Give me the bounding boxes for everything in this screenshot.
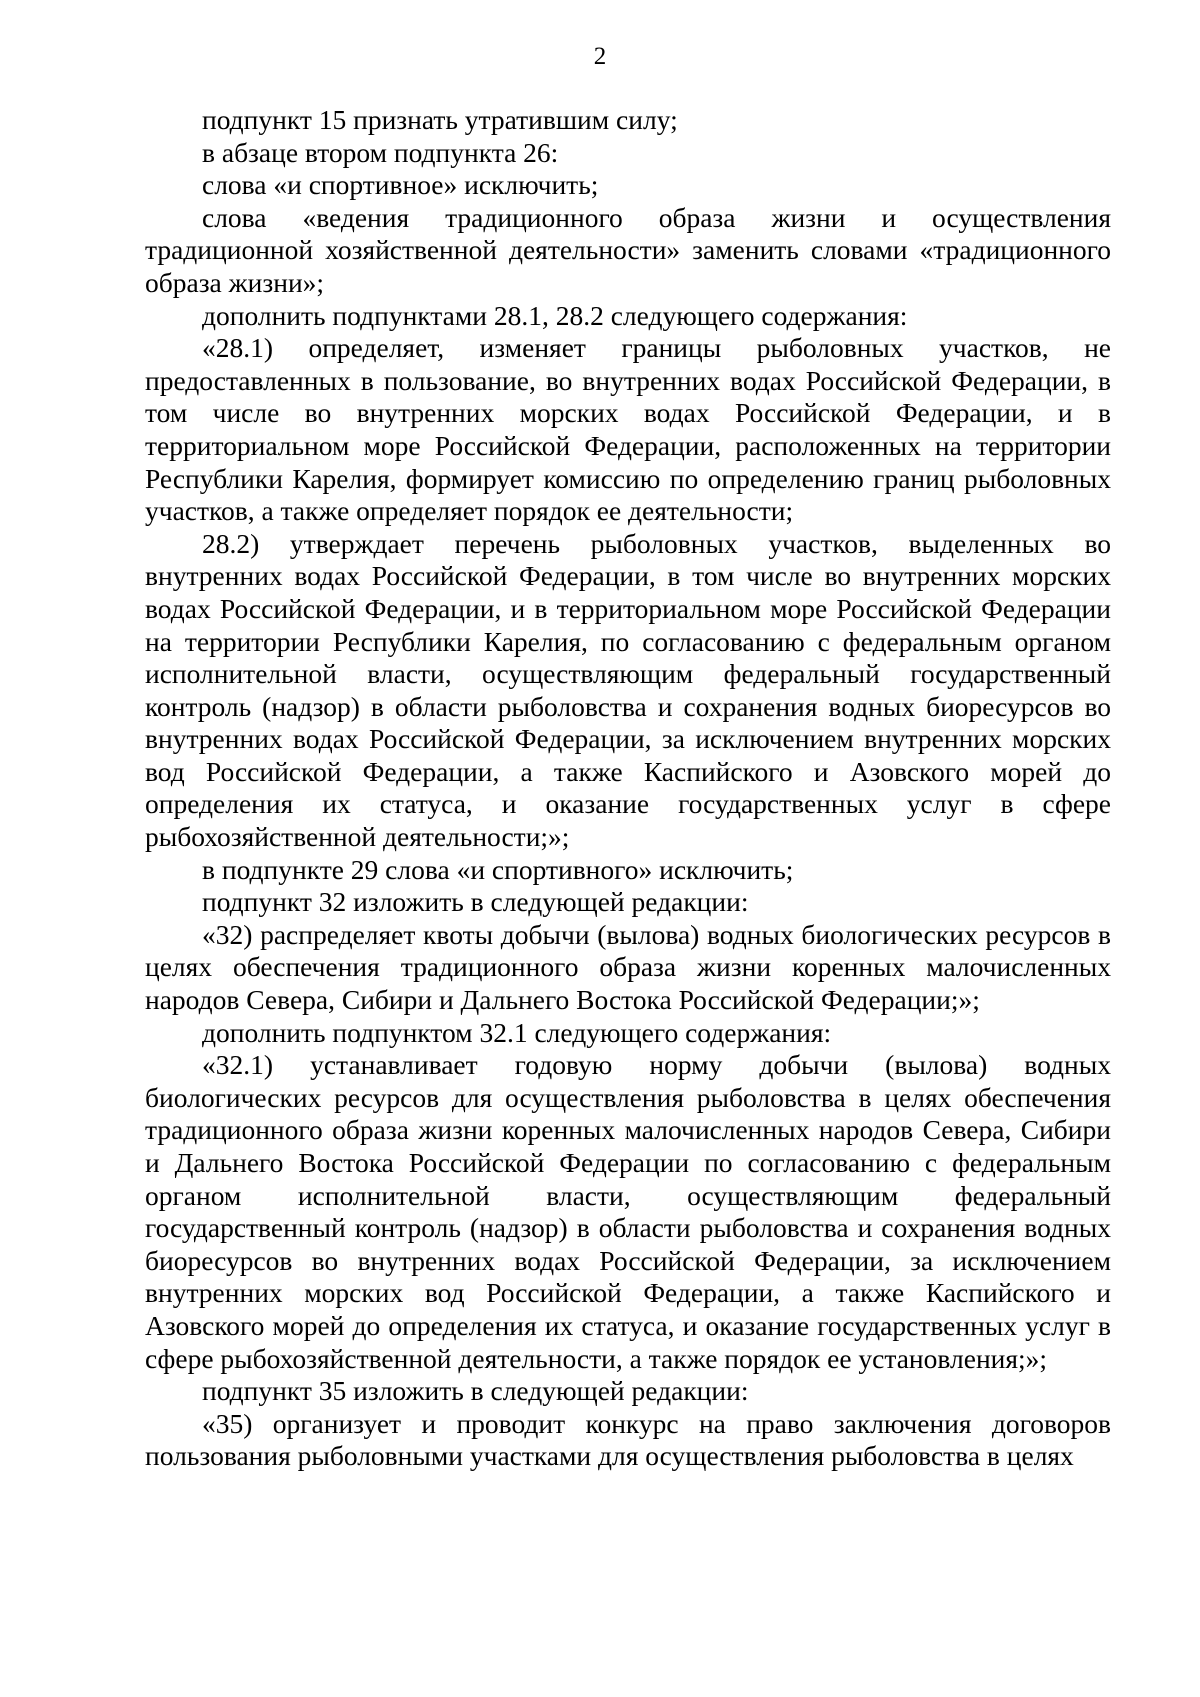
paragraph-subpoint-32-1: «32.1) устанавливает годовую норму добычи (вылова) водных биологических ресурсов для осуществления рыболовства в целях обеспечения традиционного образа жизни коренных малочисленных народов Севера, Сибири и Дальнего Востока Российской Федерации по согласованию с федеральным органом исполнительной власти, осуществляющим федеральный государственный контроль (надзор) в области рыболовства и сохранения водных биоресурсов во внутренних водах Российской Федерации, за исключением внутренних морских вод Российской Федерации, а также Каспийского и Азовского морей до определения их статуса, и оказание государственных услуг в сфере рыбохозяйственной деятельности, а также порядок ее установления;»;	[145, 1049, 1111, 1374]
paragraph-subpoint-15: подпункт 15 признать утратившим силу;	[202, 104, 678, 135]
paragraph-subpoint-28-1: «28.1) определяет, изменяет границы рыболовных участков, не предоставленных в пользование, во внутренних водах Российской Федерации, в том числе во внутренних морских водах Российской Федерации, и в территориальном море Российской Федерации, расположенных на территории Республики Карелия, формирует комиссию по определению границ рыболовных участков, а также определяет порядок ее деятельности;	[145, 332, 1111, 527]
paragraph-add-28-intro: дополнить подпунктами 28.1, 28.2 следующего содержания:	[202, 299, 908, 331]
paragraph-subpoint-26-intro: в абзаце втором подпункта 26:	[202, 136, 559, 168]
page-number: 2	[593, 43, 607, 70]
paragraph-subpoint-32: «32) распределяет квоты добычи (вылова) водных биологических ресурсов в целях обеспечения традиционного образа жизни коренных малочисленных народов Севера, Сибири и Дальнего Востока Российской Федерации;»;	[145, 918, 1111, 1016]
document-body	[145, 104, 1111, 1473]
paragraph-subpoint-29: в подпункте 29 слова «и спортивного» исключить;	[202, 853, 794, 885]
paragraph-subpoint-35-intro: подпункт 35 изложить в следующей редакции:	[202, 1375, 749, 1407]
paragraph-subpoint-35: «35) организует и проводит конкурс на право заключения договоров пользования рыболовными участками для осуществления рыболовства в целях	[145, 1407, 1111, 1472]
paragraph-add-32-1-intro: дополнить подпунктом 32.1 следующего содержания:	[202, 1016, 832, 1048]
paragraph-subpoint-32-intro: подпункт 32 изложить в следующей редакции:	[202, 886, 749, 918]
paragraph-subpoint-28-2: 28.2) утверждает перечень рыболовных участков, выделенных во внутренних водах Российской Федерации, в том числе во внутренних морских водах Российской Федерации, и в территориальном море Российской Федерации на территории Республики Карелия, по согласованию с федеральным органом исполнительной власти, осуществляющим федеральный государственный контроль (надзор) в области рыболовства и сохранения водных биоресурсов во внутренних водах Российской Федерации, за исключением внутренних морских вод Российской Федерации, а также Каспийского и Азовского морей до определения их статуса, и оказание государственных услуг в сфере рыбохозяйственной деятельности;»;	[145, 527, 1111, 853]
paragraph-words-replaced: слова «ведения традиционного образа жизни и осуществления традиционной хозяйственной деятельности» заменить словами «традиционного образа жизни»;	[145, 201, 1111, 298]
paragraph-words-sport-excluded: слова «и спортивное» исключить;	[202, 169, 599, 201]
